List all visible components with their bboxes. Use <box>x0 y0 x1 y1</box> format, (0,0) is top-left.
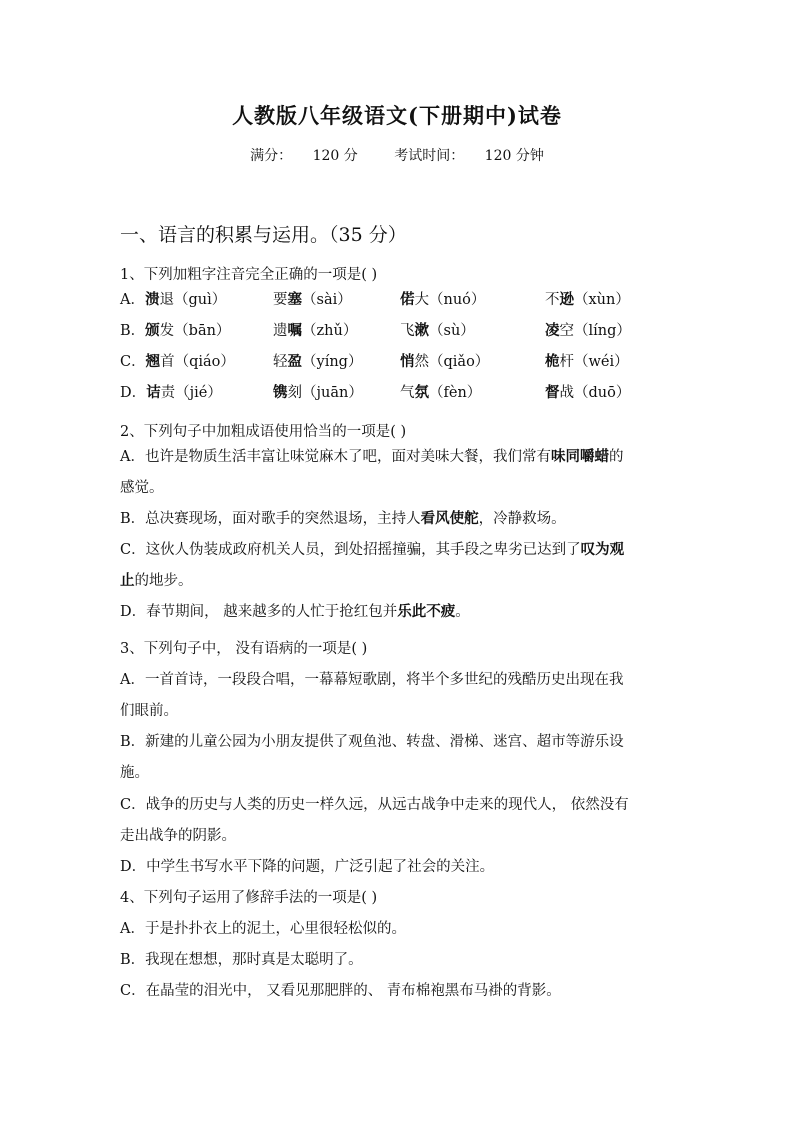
bold-idiom: 看风使舵 <box>420 510 479 527</box>
bold-character: 悄 <box>400 353 415 370</box>
question-4-option-b: B．我现在想想，那时真是太聪明了。 <box>120 952 363 968</box>
question-1-stem: 1、下列加粗字注音完全正确的一项是( ) <box>120 267 378 283</box>
item-text: 发（bān） <box>159 323 231 339</box>
item-text: （sù） <box>429 323 475 339</box>
question-2-stem: 2、下列句子中加粗成语使用恰当的一项是( ) <box>120 424 407 440</box>
pinyin-item <box>273 350 362 371</box>
question-4-option-c: C．在晶莹的泪光中， 又看见那肥胖的、 青布棉袍黑布马褂的背影。 <box>120 983 561 999</box>
score-value: 120 分 <box>312 148 358 164</box>
bold-idiom: 叹为观 <box>580 541 625 558</box>
item-text: 杆（wéi） <box>559 354 629 370</box>
option-text: B．总决赛现场，面对歌手的突然退场，主持人 <box>120 511 421 527</box>
item-text: 首（qiáo） <box>160 354 235 370</box>
item-text: B． <box>120 323 146 339</box>
question-4-option-a: A．于是扑扑衣上的泥土，心里很轻松似的。 <box>120 921 406 937</box>
item-text: 大（nuó） <box>414 292 486 308</box>
item-text: C． <box>120 354 146 370</box>
bold-character: 颁 <box>145 322 160 339</box>
question-3-option-a: A．一首首诗，一段段合唱，一幕幕短歌剧，将半个多世纪的残酷历史出现在我 <box>120 672 624 688</box>
question-3-option-c: C．战争的历史与人类的历史一样久远，从远古战争中走来的现代人， 依然没有 <box>120 797 629 813</box>
question-3-option-b-cont: 施。 <box>120 765 149 781</box>
bold-idiom: 味同嚼蜡 <box>550 448 609 465</box>
bold-character: 督 <box>545 384 560 401</box>
bold-character: 溃 <box>144 291 160 308</box>
bold-character: 诘 <box>146 384 161 401</box>
question-4-stem: 4、下列句子运用了修辞手法的一项是( ) <box>120 890 378 906</box>
pinyin-item <box>120 288 226 309</box>
item-text: 战（duō） <box>559 385 631 401</box>
question-2-option-a <box>120 445 623 466</box>
item-text: （zhǔ） <box>302 323 358 339</box>
bold-character: 翘 <box>145 353 161 370</box>
item-text: （xùn） <box>574 292 630 308</box>
bold-character: 偌 <box>400 291 415 308</box>
bold-character: 桅 <box>545 353 560 370</box>
exam-info <box>0 145 794 165</box>
bold-idiom: 止 <box>120 572 135 589</box>
item-text: （yíng） <box>302 354 363 370</box>
question-3-option-b: B．新建的儿童公园为小朋友提供了观鱼池、转盘、滑梯、迷宫、超市等游乐设 <box>120 734 624 750</box>
bold-character: 嘱 <box>287 322 302 339</box>
pinyin-item <box>273 288 352 309</box>
option-text: ，冷静救场。 <box>478 511 566 527</box>
score-info <box>242 148 366 164</box>
item-text: 刻（juān） <box>287 385 363 401</box>
question-2-option-a-cont: 感觉。 <box>120 480 164 496</box>
option-text: 的地步。 <box>134 573 193 589</box>
pinyin-item <box>545 288 630 309</box>
item-text: 气 <box>400 385 415 401</box>
pinyin-item <box>120 319 230 340</box>
item-text: 退（guì） <box>159 292 227 308</box>
pinyin-item <box>545 350 629 371</box>
item-text: A． <box>120 292 145 308</box>
option-text: 的 <box>608 449 624 465</box>
item-text: 轻 <box>273 354 288 370</box>
section-heading: 一、语言的积累与运用。（35 分） <box>120 224 407 246</box>
item-text: 遗 <box>273 323 288 339</box>
item-text: （fèn） <box>429 385 482 401</box>
bold-character: 凌 <box>545 322 560 339</box>
pinyin-item <box>400 350 489 371</box>
bold-character: 盈 <box>287 353 302 370</box>
item-text: 不 <box>545 292 560 308</box>
bold-character: 塞 <box>287 291 302 308</box>
time-info <box>386 148 552 164</box>
pinyin-item <box>400 319 475 340</box>
time-label: 考试时间： <box>394 148 465 164</box>
pinyin-item <box>273 319 357 340</box>
item-text: 要 <box>273 292 288 308</box>
question-3-option-c-cont: 走出战争的阴影。 <box>120 828 236 844</box>
question-3-option-d: D．中学生书写水平下降的问题，广泛引起了社会的关注。 <box>120 859 495 875</box>
bold-character: 漱 <box>414 322 429 339</box>
bold-character: 氛 <box>414 384 429 401</box>
question-2-option-b <box>120 507 566 528</box>
option-text: 。 <box>455 604 470 620</box>
bold-character: 镌 <box>273 384 288 401</box>
item-text: （sài） <box>302 292 352 308</box>
pinyin-item <box>400 288 485 309</box>
bold-character: 逊 <box>559 291 574 308</box>
option-text: C．这伙人伪装成政府机关人员，到处招摇撞骗，其手段之卑劣已达到了 <box>120 542 581 558</box>
score-label: 满分： <box>250 148 293 164</box>
option-text: D．春节期间， 越来越多的人忙于抢红包并 <box>120 604 398 620</box>
pinyin-item <box>273 381 363 402</box>
item-text: 然（qiǎo） <box>414 354 490 370</box>
question-2-option-c <box>120 538 624 559</box>
item-text: 责（jié） <box>160 385 222 401</box>
item-text: 空（líng） <box>559 323 631 339</box>
question-3-stem: 3、下列句子中， 没有语病的一项是( ) <box>120 641 368 657</box>
pinyin-item <box>400 381 481 402</box>
question-3-option-a-cont: 们眼前。 <box>120 703 178 719</box>
pinyin-item <box>120 381 222 402</box>
question-2-option-c-cont <box>120 569 193 590</box>
question-2-option-d <box>120 600 470 621</box>
option-text: A．也许是物质生活丰富让味觉麻木了吧，面对美味大餐，我们常有 <box>120 449 551 465</box>
item-text: 飞 <box>400 323 415 339</box>
bold-idiom: 乐此不疲 <box>397 603 456 620</box>
item-text: D． <box>120 385 147 401</box>
pinyin-item <box>545 381 630 402</box>
page-title: 人教版八年级语文(下册期中)试卷 <box>232 103 562 128</box>
time-value: 120 分钟 <box>484 148 544 164</box>
pinyin-item <box>120 350 235 371</box>
pinyin-item <box>545 319 631 340</box>
